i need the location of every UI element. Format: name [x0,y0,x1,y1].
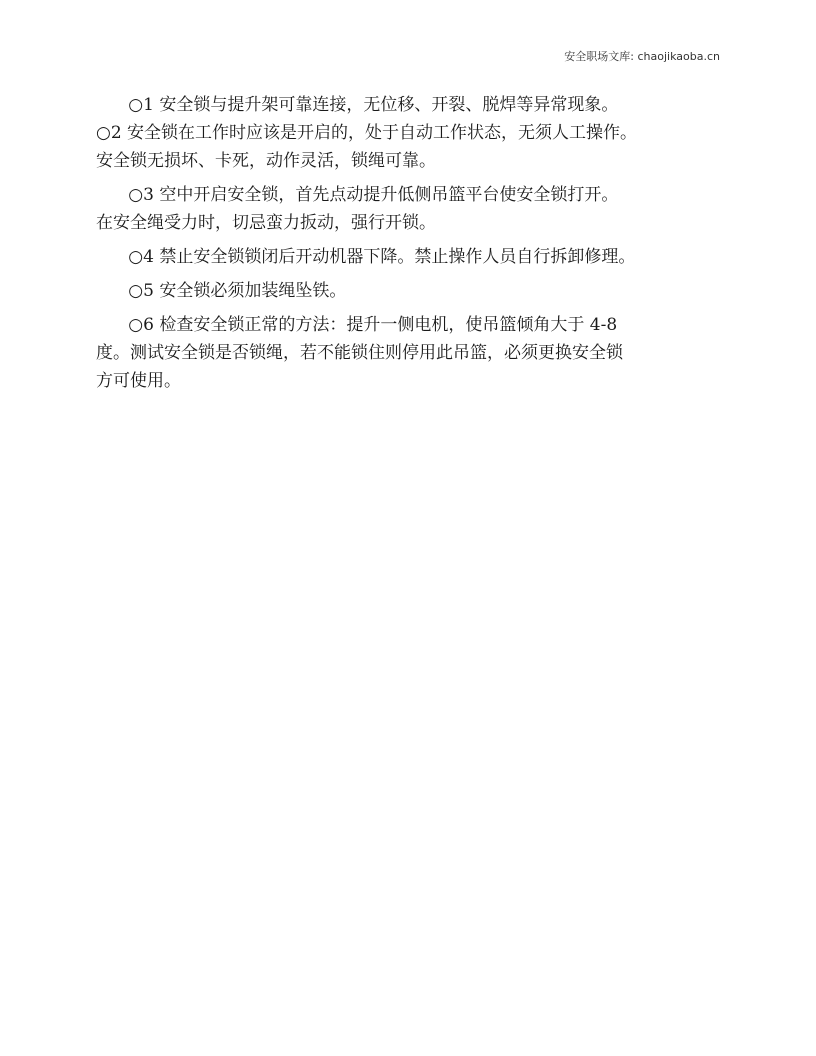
paragraph-line: 在安全绳受力时，切忌蛮力扳动，强行开锁。 [96,213,436,233]
page-header [564,48,720,64]
paragraph-line: 度。测试安全锁是否锁绳，若不能锁住则停用此吊篮，必须更换安全锁 [96,343,623,363]
paragraph-line: 方可使用。 [96,371,181,391]
paragraph-3 [96,243,722,271]
paragraph-line: ○4 禁止安全锁锁闭后开动机器下降。禁止操作人员自行拆卸修理。 [128,247,636,267]
paragraph-line: ○5 安全锁必须加装绳坠铁。 [128,281,347,301]
site-label: 安全职场文库: chaojikaoba.cn [564,50,720,63]
paragraph-line: 安全锁无损坏、卡死，动作灵活，锁绳可靠。 [96,151,436,171]
paragraph-4 [96,277,722,305]
paragraph-2 [96,181,722,237]
paragraph-line: ○6 检查安全锁正常的方法：提升一侧电机，使吊篮倾角大于 4-8 [128,315,618,335]
paragraph-5 [96,311,722,395]
paragraph-1 [96,91,722,175]
paragraph-line: ○3 空中开启安全锁，首先点动提升低侧吊篮平台使安全锁打开。 [128,185,619,205]
paragraph-line: ○2 安全锁在工作时应该是开启的，处于自动工作状态，无须人工操作。 [96,123,638,143]
document-body [96,91,722,401]
paragraph-line: ○1 安全锁与提升架可靠连接，无位移、开裂、脱焊等异常现象。 [128,95,619,115]
